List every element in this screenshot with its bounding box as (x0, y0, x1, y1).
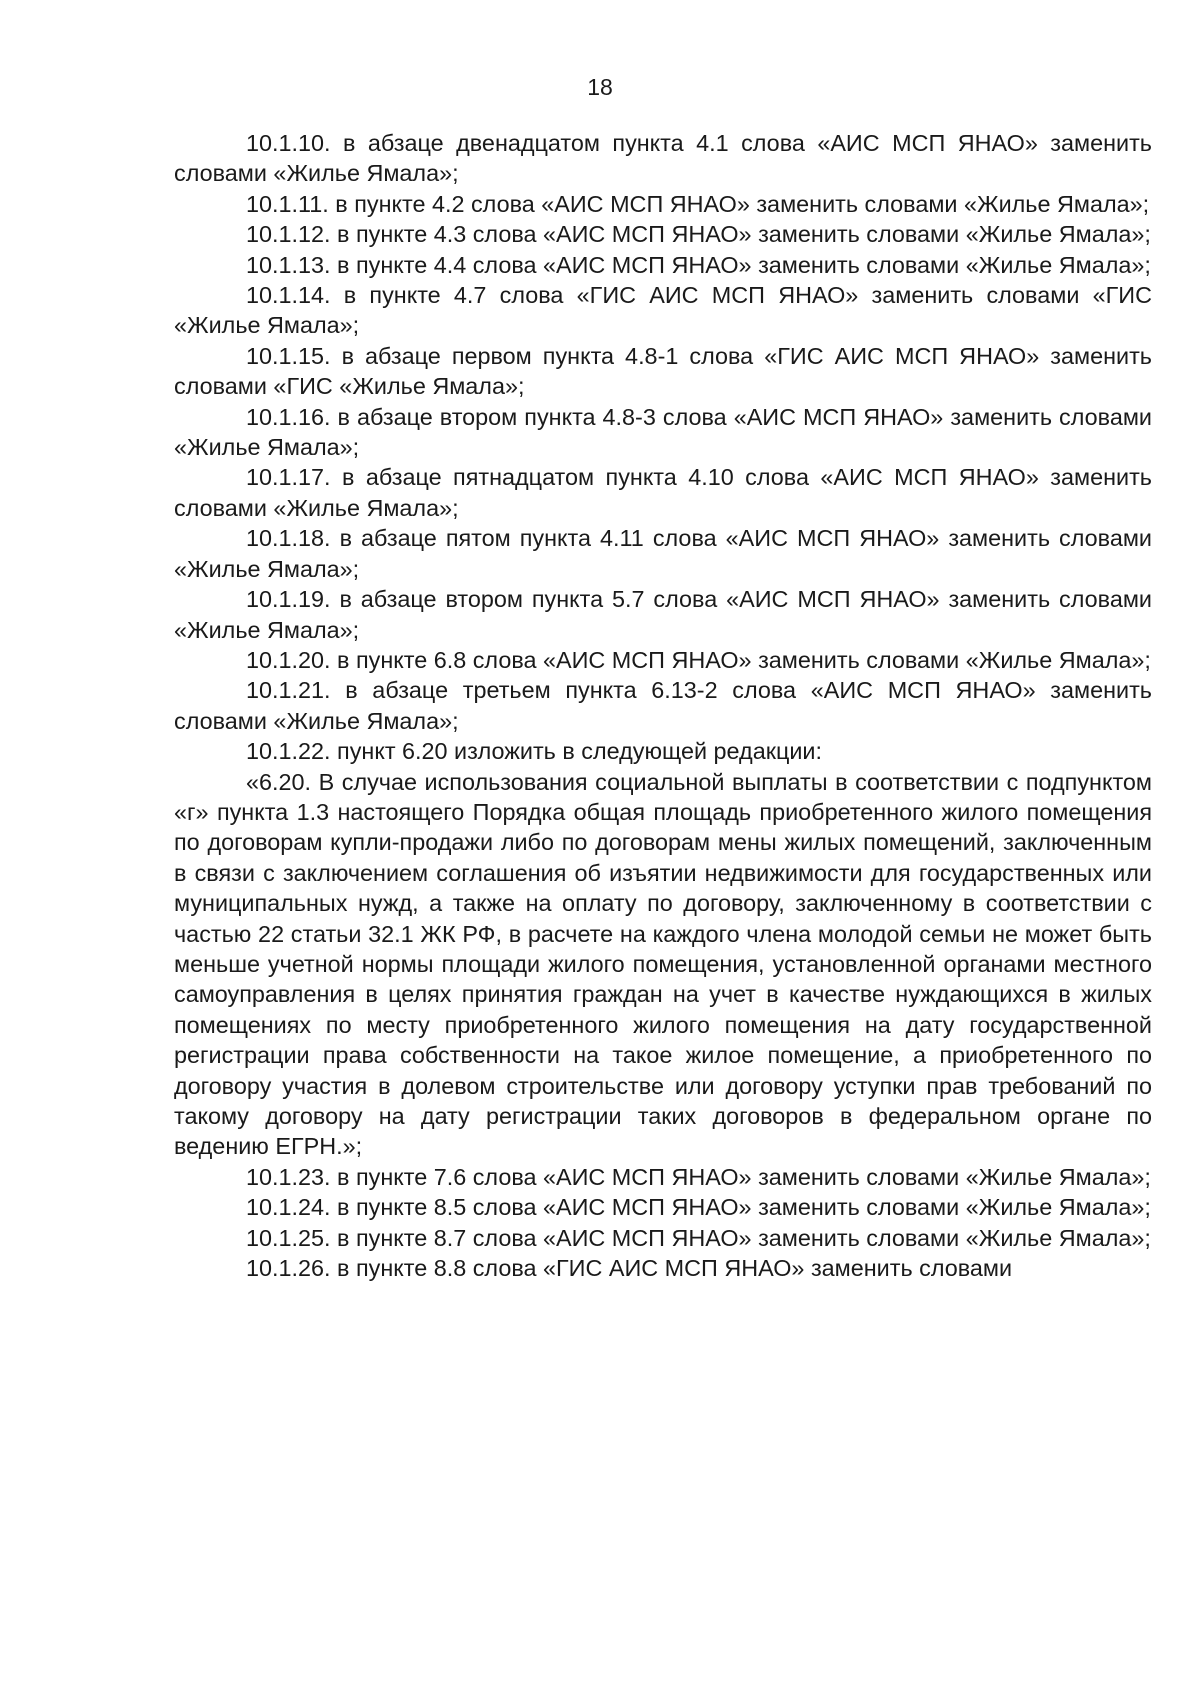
paragraph-10-1-12: 10.1.12. в пункте 4.3 слова «АИС МСП ЯНАО» заменить словами «Жилье Ямала»; (246, 221, 1151, 248)
paragraph-10-1-25: 10.1.25. в пункте 8.7 слова «АИС МСП ЯНАО» заменить словами «Жилье Ямала»; (246, 1224, 1151, 1251)
paragraph-10-1-21: 10.1.21. в абзаце третьем пункта 6.13-2 слова «АИС МСП ЯНАО» заменить словами «Жилье Ямала»; (174, 677, 1152, 734)
paragraph-10-1-23: 10.1.23. в пункте 7.6 слова «АИС МСП ЯНАО» заменить словами «Жилье Ямала»; (246, 1163, 1151, 1190)
paragraph-10-1-24: 10.1.24. в пункте 8.5 слова «АИС МСП ЯНАО» заменить словами «Жилье Ямала»; (246, 1194, 1151, 1221)
paragraph-10-1-20: 10.1.20. в пункте 6.8 слова «АИС МСП ЯНАО» заменить словами «Жилье Ямала»; (246, 646, 1151, 673)
document-body (174, 128, 1152, 1283)
paragraph-6-20-quote: «6.20. В случае использования социальной выплаты в соответствии с подпунктом «г» пункта 1.3 настоящего Порядка общая площадь приобретенного жилого помещения по договорам купли-продажи либо по договорам мены жилых помещений, заключенным в связи с заключением соглашения об изъятии недвижимости для государственных или муниципальных нужд, а также на оплату по договору, заключенному в соответствии с частью 22 статьи 32.1 ЖК РФ, в расчете на каждого члена молодой семьи не может быть меньше учетной нормы площади жилого помещения, установленной органами местного самоуправления в целях принятия граждан на учет в качестве нуждающихся в жилых помещениях по месту приобретенного жилого помещения на дату государственной регистрации права собственности на такое жилое помещение, а приобретенного по договору участия в долевом строительстве или договору уступки прав требований по такому договору на дату регистрации таких договоров в федеральном органе по ведению ЕГРН.»; (174, 768, 1152, 1160)
paragraph-10-1-16: 10.1.16. в абзаце втором пункта 4.8-3 слова «АИС МСП ЯНАО» заменить словами «Жилье Ямала»; (174, 403, 1152, 461)
paragraph-10-1-26: 10.1.26. в пункте 8.8 слова «ГИС АИС МСП ЯНАО» заменить словами (246, 1255, 1013, 1282)
paragraph-10-1-18: 10.1.18. в абзаце пятом пункта 4.11 слова «АИС МСП ЯНАО» заменить словами «Жилье Ямала»; (174, 525, 1152, 582)
paragraph-10-1-10: 10.1.10. в абзаце двенадцатом пункта 4.1 слова «АИС МСП ЯНАО» заменить словами «Жилье Ямала»; (174, 130, 1152, 187)
paragraph-10-1-17: 10.1.17. в абзаце пятнадцатом пункта 4.10 слова «АИС МСП ЯНАО» заменить словами «Жилье Ямала»; (174, 464, 1152, 521)
paragraph-10-1-11: 10.1.11. в пункте 4.2 слова «АИС МСП ЯНАО» заменить словами «Жилье Ямала»; (246, 190, 1150, 217)
paragraph-10-1-22: 10.1.22. пункт 6.20 изложить в следующей редакции: (246, 738, 822, 765)
paragraph-10-1-14: 10.1.14. в пункте 4.7 слова «ГИС АИС МСП ЯНАО» заменить словами «ГИС «Жилье Ямала»; (174, 282, 1152, 339)
paragraph-10-1-13: 10.1.13. в пункте 4.4 слова «АИС МСП ЯНАО» заменить словами «Жилье Ямала»; (246, 251, 1151, 278)
paragraph-10-1-19: 10.1.19. в абзаце втором пункта 5.7 слова «АИС МСП ЯНАО» заменить словами «Жилье Ямала»; (174, 586, 1152, 643)
page-number: 18 (587, 74, 613, 100)
paragraph-10-1-15: 10.1.15. в абзаце первом пункта 4.8-1 слова «ГИС АИС МСП ЯНАО» заменить словами «ГИС «Жилье Ямала»; (174, 342, 1152, 400)
